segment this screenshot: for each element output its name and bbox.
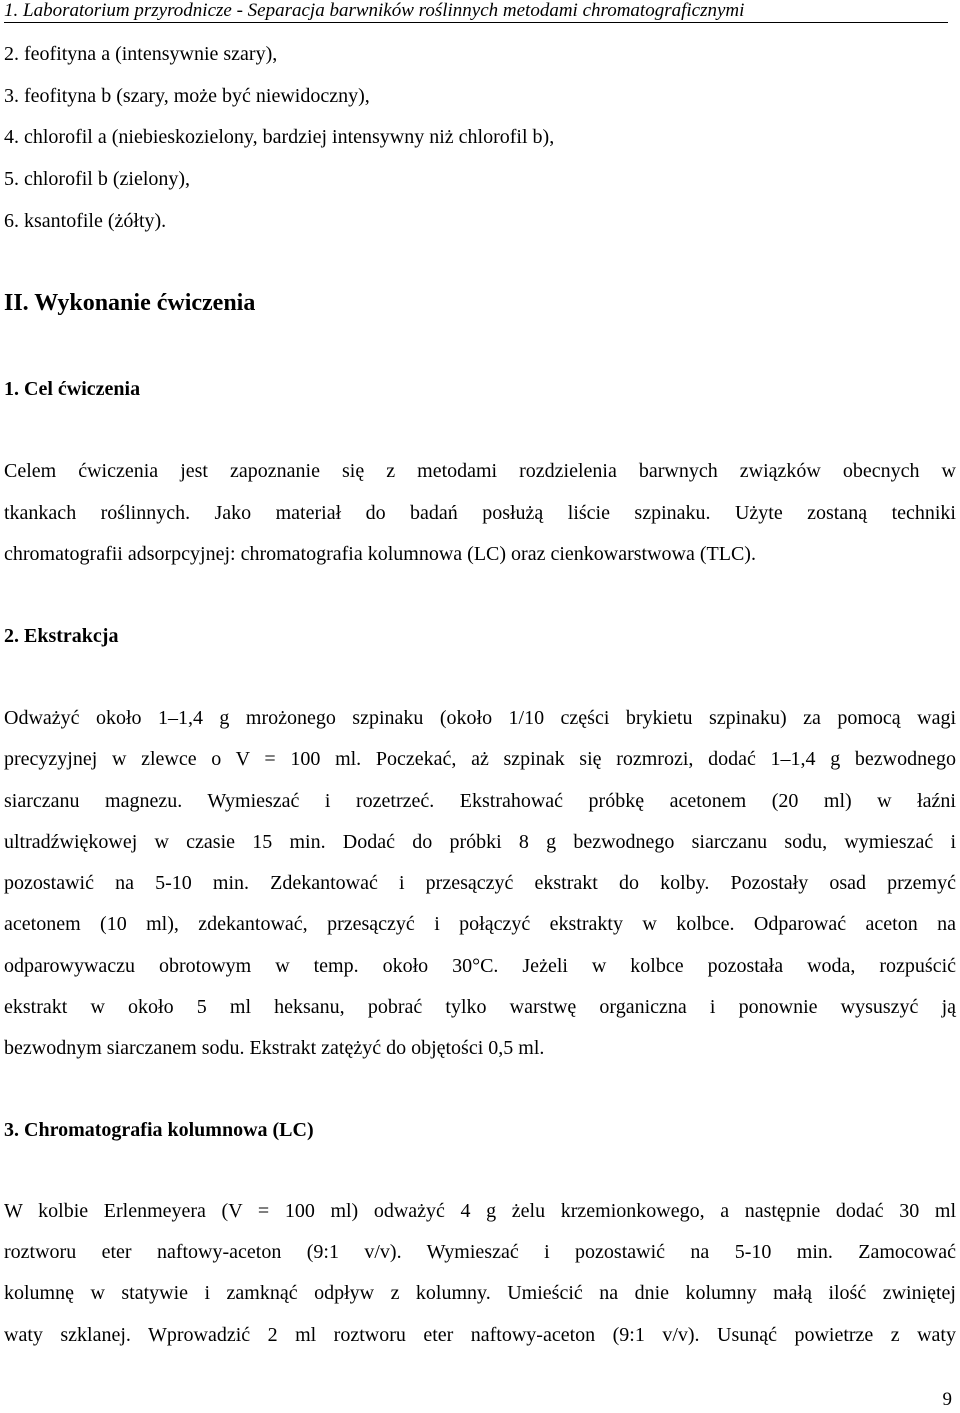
running-header: 1. Laboratorium przyrodnicze - Separacja barwników roślinnych metodami chromatograficznymi [4, 0, 948, 23]
paragraph-line: siarczanu magnezu. Wymieszać i rozetrzeć. Ekstrahować próbkę acetonem (20 ml) w łaźni [4, 790, 956, 812]
paragraph-line: W kolbie Erlenmeyera (V = 100 ml) odważyć 4 g żelu krzemionkowego, a następnie dodać 30 ml [4, 1200, 956, 1222]
paragraph-line: waty szklanej. Wprowadzić 2 ml roztworu eter naftowy-aceton (9:1 v/v). Usunąć powietrze z waty [4, 1324, 956, 1346]
paragraph-line: Celem ćwiczenia jest zapoznanie się z metodami rozdzielenia barwnych związków obecnych w [4, 460, 956, 482]
paragraph-line: chromatografii adsorpcyjnej: chromatografia kolumnowa (LC) oraz cienkowarstwowa (TLC). [4, 543, 756, 565]
paragraph-line: precyzyjnej w zlewce o V = 100 ml. Poczekać, aż szpinak się rozmrozi, dodać 1–1,4 g bezwodnego [4, 748, 956, 770]
page-number: 9 [942, 1389, 952, 1410]
paragraph-line: Odważyć około 1–1,4 g mrożonego szpinaku (około 1/10 części brykietu szpinaku) za pomocą wagi [4, 707, 956, 729]
section-title: II. Wykonanie ćwiczenia [4, 290, 256, 316]
list-item: 2. feofityna a (intensywnie szary), [4, 43, 278, 65]
list-item: 3. feofityna b (szary, może być niewidoczny), [4, 85, 370, 107]
list-item: 5. chlorofil b (zielony), [4, 168, 191, 190]
paragraph-line: bezwodnym siarczanem sodu. Ekstrakt zatężyć do objętości 0,5 ml. [4, 1037, 545, 1059]
section-heading-ekstrakcja: 2. Ekstrakcja [4, 625, 119, 647]
paragraph-line: tkankach roślinnych. Jako materiał do badań posłużą liście szpinaku. Użyte zostaną techniki [4, 502, 956, 524]
paragraph-line: ultradźwiękowej w czasie 15 min. Dodać do próbki 8 g bezwodnego siarczanu sodu, wymieszać i [4, 831, 956, 853]
section-heading-cel: 1. Cel ćwiczenia [4, 378, 141, 400]
paragraph-line: acetonem (10 ml), zdekantować, przesączyć i połączyć ekstrakty w kolbce. Odparować aceton na [4, 913, 956, 935]
section-heading-chromatografia: 3. Chromatografia kolumnowa (LC) [4, 1119, 314, 1141]
paragraph-line: ekstrakt w około 5 ml heksanu, pobrać tylko warstwę organiczna i ponownie wysuszyć ją [4, 996, 956, 1018]
list-item: 4. chlorofil a (niebieskozielony, bardziej intensywny niż chlorofil b), [4, 126, 555, 148]
paragraph-line: kolumnę w statywie i zamknąć odpływ z kolumny. Umieścić na dnie kolumny małą ilość zwiniętej [4, 1282, 956, 1304]
paragraph-line: pozostawić na 5-10 min. Zdekantować i przesączyć ekstrakt do kolby. Pozostały osad przemyć [4, 872, 956, 894]
paragraph-line: roztworu eter naftowy-aceton (9:1 v/v). Wymieszać i pozostawić na 5-10 min. Zamocować [4, 1241, 956, 1263]
paragraph-line: odparowywaczu obrotowym w temp. około 30°C. Jeżeli w kolbce pozostała woda, rozpuścić [4, 955, 956, 977]
list-item: 6. ksantofile (żółty). [4, 210, 167, 232]
